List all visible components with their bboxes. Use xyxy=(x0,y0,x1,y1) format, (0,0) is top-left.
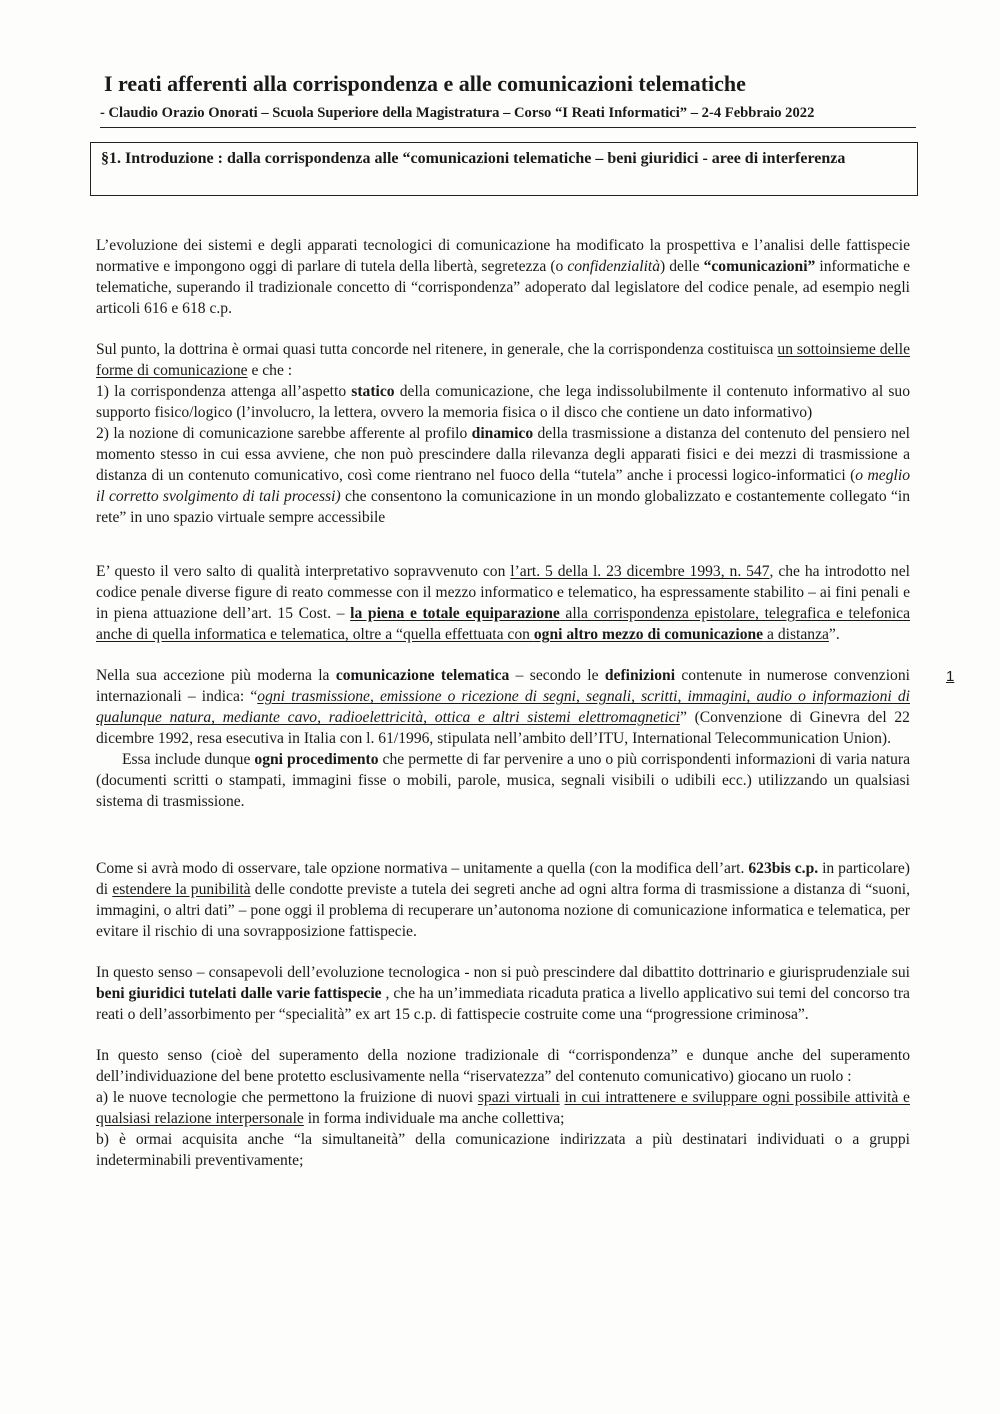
header-rule xyxy=(100,127,916,128)
document-subtitle: - Claudio Orazio Onorati – Scuola Superiore della Magistratura – Corso “I Reati Informatici” – 2-4 Febbraio 2022 xyxy=(100,105,815,121)
page-number: 1 xyxy=(946,668,955,685)
list-item-2: 2) la nozione di comunicazione sarebbe afferente al profilo dinamico della trasmissione a distanza del contenuto del pensiero nel momento stesso in cui essa avviene, che non può prescindere dalla rilevanza degli apparati fisici e dei mezzi di trasmissione a distanza di un contenuto comunicativo, così come rientrano nel fuoco della “tutela” anche i processi logico-informatici (o meglio il corretto svolgimento di tali processi) che consentono la comunicazione in un mondo globalizzato e costantemente collegato “in rete” in uno spazio virtuale sempre accessibile xyxy=(96,425,910,526)
list-item-b: b) è ormai acquisita anche “la simultaneità” della comunicazione indirizzata a più destinatari individuati o a gruppi indeterminabili preventivamente; xyxy=(96,1131,910,1169)
paragraph-comunicazione-telematica: Nella sua accezione più moderna la comunicazione telematica – secondo le definizioni contenute in numerose convenzioni internazionali – indica: “ogni trasmissione, emissione o ricezione di segni, segnali, scritti, immagini, audio o informazioni di qualunque natura, mediante cavo, radioelettricità, ottica e altri sistemi elettromagnetici” (Convenzione di Ginevra del 22 dicembre 1992, resa esecutiva in Italia con l. 61/1996, stipulata nell’ambito dell’ITU, International Telecommunication Union). xyxy=(96,667,910,747)
paragraph-dottrina: Sul punto, la dottrina è ormai quasi tutta concorde nel ritenere, in generale, che la corrispondenza costituisca un sottoinsieme delle forme di comunicazione e che : xyxy=(96,341,910,379)
paragraph-evoluzione: L’evoluzione dei sistemi e degli apparati tecnologici di comunicazione ha modificato la prospettiva e l’analisi delle fattispecie normative e impongono oggi di parlare di tutela della libertà, segretezza (o confidenzialità) delle “comunicazioni” informatiche e telematiche, superando il tradizionale concetto di “corrispondenza” adoperato dal legislatore del codice penale, ad esempio negli articoli 616 e 618 c.p. xyxy=(96,237,911,317)
list-item-a: a) le nuove tecnologie che permettono la fruizione di nuovi spazi virtuali in cui intrattenere e sviluppare ogni possibile attività e qualsiasi relazione interpersonale in forma individuale ma anche collettiva; xyxy=(96,1089,910,1127)
paragraph-beni-giuridici: In questo senso – consapevoli dell’evoluzione tecnologica - non si può prescindere dal dibattito dottrinario e giurisprudenziale sui beni giuridici tutelati dalle varie fattispecie , che ha un’immediata ricaduta pratica a livello applicativo sui temi del concorso tra reati o dell’assorbimento per “specialità” ex art 15 c.p. di fattispecie costruite come una “progressione criminosa”. xyxy=(96,964,910,1023)
document-title: I reati afferenti alla corrispondenza e alle comunicazioni telematiche xyxy=(104,71,746,96)
paragraph-salto-qualita: E’ questo il vero salto di qualità interpretativo sopravvenuto con l’art. 5 della l. 23 dicembre 1993, n. 547, che ha introdotto nel codice penale diverse figure di reato commesse con il mezzo informatico e telematico, ha espressamente stabilito – ai fini penali e in piena attuazione dell’art. 15 Cost. – la piena e totale equiparazione alla corrispondenza epistolare, telegrafica e telefonica anche di quella informatica e telematica, oltre a “quella effettuata con ogni altro mezzo di comunicazione a distanza”. xyxy=(96,563,911,643)
document-body xyxy=(96,235,910,1171)
section-heading: §1. Introduzione : dalla corrispondenza alle “comunicazioni telematiche – beni giuridici - aree di interferenza xyxy=(90,142,918,196)
paragraph-procedimento: Essa include dunque ogni procedimento che permette di far pervenire a uno o più corrispondenti informazioni di varia natura (documenti scritti o stampati, immagini fisse o mobili, parole, musica, segnali visibili o udibili ecc.) utilizzando un qualsiasi sistema di trasmissione. xyxy=(96,751,910,810)
paragraph-opzione-normativa: Come si avrà modo di osservare, tale opzione normativa – unitamente a quella (con la modifica dell’art. 623bis c.p. in particolare) di estendere la punibilità delle condotte previste a tutela dei segreti anche ad ogni altra forma di trasmissione a distanza di “suoni, immagini, o altri dati” – pone oggi il problema di recuperare un’autonoma nozione di comunicazione informatica e telematica, per evitare il rischio di una sovrapposizione fattispecie. xyxy=(96,860,910,940)
paragraph-superamento: In questo senso (cioè del superamento della nozione tradizionale di “corrispondenza” e dunque anche del superamento dell’individuazione del bene protetto esclusivamente nella “riservatezza” del contenuto comunicativo) giocano un ruolo : xyxy=(96,1047,910,1085)
list-item-1: 1) la corrispondenza attenga all’aspetto statico della comunicazione, che lega indissolubilmente il contenuto informativo al suo supporto fisico/logico (l’involucro, la lettera, ovvero la memoria fisica o il disco che contiene un dato informativo) xyxy=(96,383,910,421)
